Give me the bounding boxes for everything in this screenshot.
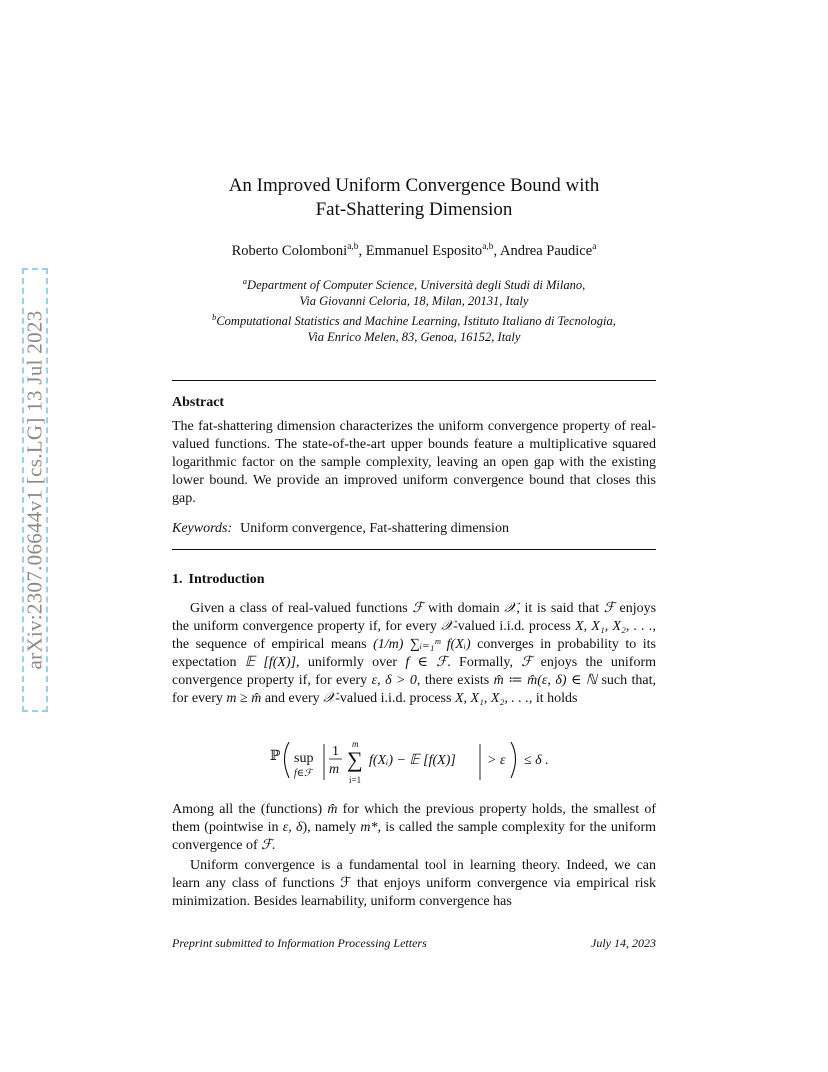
section-number: 1.: [172, 572, 183, 587]
eq-sup: sup: [294, 751, 314, 766]
math-X: 𝒳: [323, 691, 336, 706]
footer-date: July 14, 2023: [591, 936, 656, 950]
math-m-ge-mhat: m ≥ m̂: [226, 691, 262, 706]
eq-left-paren: [285, 742, 290, 778]
eq-sum-upper: m: [352, 739, 359, 749]
math-F: ℱ.: [261, 838, 276, 853]
intro-paragraph-3: Uniform convergence is a fundamental tool in learning theory. Indeed, we can learn any class of functions ℱ that enjoys uniform convergence via empirical risk minimization. Besides learnability, uniform convergence has: [172, 858, 656, 909]
math-mhat-def: m̂ ≔ m̂(ε, δ) ∈ ℕ: [493, 673, 597, 688]
math-F: ℱ: [412, 601, 424, 616]
abstract-text: The fat-shattering dimension characterizes the uniform convergence property of real-valued functions. The state-of-the-art upper bounds feature a multiplicative squared logarithmic factor on the sample complexity, leaving an open gap with the existing lower bound. We provide an improved uniform convergence bound that closes this gap.: [172, 419, 656, 506]
math-X: 𝒳: [441, 619, 454, 634]
eq-rhs: ≤ δ .: [524, 753, 549, 768]
affiliations: [172, 273, 656, 345]
eq-prob: ℙ: [270, 749, 281, 764]
math-X: 𝒳: [504, 601, 517, 616]
author-name: Roberto Colomboni: [231, 242, 348, 259]
intro-paragraph-1: Given a class of real-valued functions ℱ with domain 𝒳, it is said that ℱ enjoys the uniform convergence property if, for every 𝒳-valued i.i.d. process X, X₁, X₂, . . ., the sequence of empirical means (1/m) ∑ᵢ₌₁ᵐ f(Xᵢ) converges in probability to its expectation 𝔼 [f(X)], uniformly over f ∈ ℱ. Formally, ℱ enjoys the uniform convergence property if, for every ε, δ > 0, there exists m̂ ≔ m̂(ε, δ) ∈ ℕ such that, for every m ≥ m̂ and every 𝒳-valued i.i.d. process X, X₁, X₂, . . ., it holds: [172, 601, 657, 706]
keywords-text: Uniform convergence, Fat-shattering dimension: [240, 521, 509, 536]
abstract-heading: Abstract: [172, 395, 225, 410]
section-title: Introduction: [188, 572, 265, 587]
affiliation-line: Department of Computer Science, Università degli Studi di Milano,: [247, 278, 586, 293]
intro-paragraph-2: Among all the (functions) m̂ for which the previous property holds, the smallest of them (pointwise in ε, δ), namely m*, is called the sample complexity for the uniform convergence of ℱ.: [172, 802, 657, 853]
eq-m: m: [329, 762, 340, 777]
math-F: ℱ: [521, 655, 533, 670]
top-rule: [172, 380, 656, 381]
bottom-rule: [172, 549, 656, 550]
math-eps-d: ε, δ: [282, 820, 303, 835]
section-heading: [172, 572, 264, 588]
author-list: Roberto Colomboni$^{a,b}$, Emmanuel Esposito$^{a,b}$, Andrea Paudice$^a$: [231, 242, 597, 259]
eq-body: f(Xᵢ) − 𝔼 [f(X)]: [369, 753, 456, 768]
eq-sup-sub: f∈ℱ: [294, 768, 313, 779]
eq-gt: > ε: [487, 753, 506, 768]
math-eps-delta: ε, δ > 0: [371, 673, 417, 688]
math-empirical-mean: (1/m) ∑ᵢ₌₁ᵐ f(Xᵢ): [373, 637, 471, 652]
affiliation-line: Computational Statistics and Machine Learning, Istituto Italiano di Tecnologia,: [216, 314, 616, 329]
math-mhat: m̂: [327, 802, 338, 817]
math-f-in-F: f ∈ ℱ: [405, 655, 448, 670]
eq-one: 1: [332, 744, 339, 759]
title-line-1: An Improved Uniform Convergence Bound with: [228, 175, 600, 196]
math-F: ℱ: [603, 601, 615, 616]
math-mstar: m*: [360, 820, 378, 835]
affiliation-mark: b: [212, 312, 217, 323]
equation-1: [172, 738, 656, 792]
affiliation-mark: a: [242, 276, 248, 286]
math-process: X, X₁, X₂, . . .: [575, 619, 653, 634]
title-line-2: Fat-Shattering Dimension: [315, 199, 513, 220]
author-name: Emmanuel Esposito: [365, 242, 483, 259]
eq-sum-lower: i=1: [349, 775, 362, 785]
math-process: X, X₁, X₂, . . .: [454, 691, 529, 706]
footer-submission-note: Preprint submitted to Information Processing Letters: [172, 936, 427, 950]
eq-sum: ∑: [347, 747, 363, 772]
author-affiliation-mark: a: [592, 242, 597, 252]
author-affiliation-mark: a,b: [482, 242, 494, 252]
author-name: Andrea Paudice: [499, 242, 593, 259]
affiliation-line: Via Enrico Melen, 83, Genoa, 16152, Italy: [307, 330, 521, 345]
author-affiliation-mark: a,b: [347, 242, 359, 252]
math-expectation: 𝔼 [f(X)]: [244, 655, 297, 670]
keywords: [172, 521, 656, 537]
paper-title: [172, 174, 656, 222]
eq-right-paren: [511, 742, 516, 778]
arxiv-identifier: arXiv:2307.06644v1 [cs.LG] 13 Jul 2023: [22, 310, 47, 670]
affiliation-line: Via Giovanni Celoria, 18, Milan, 20131, Italy: [299, 294, 529, 309]
arxiv-stamp: [22, 268, 48, 712]
keywords-label: Keywords:: [172, 521, 233, 536]
